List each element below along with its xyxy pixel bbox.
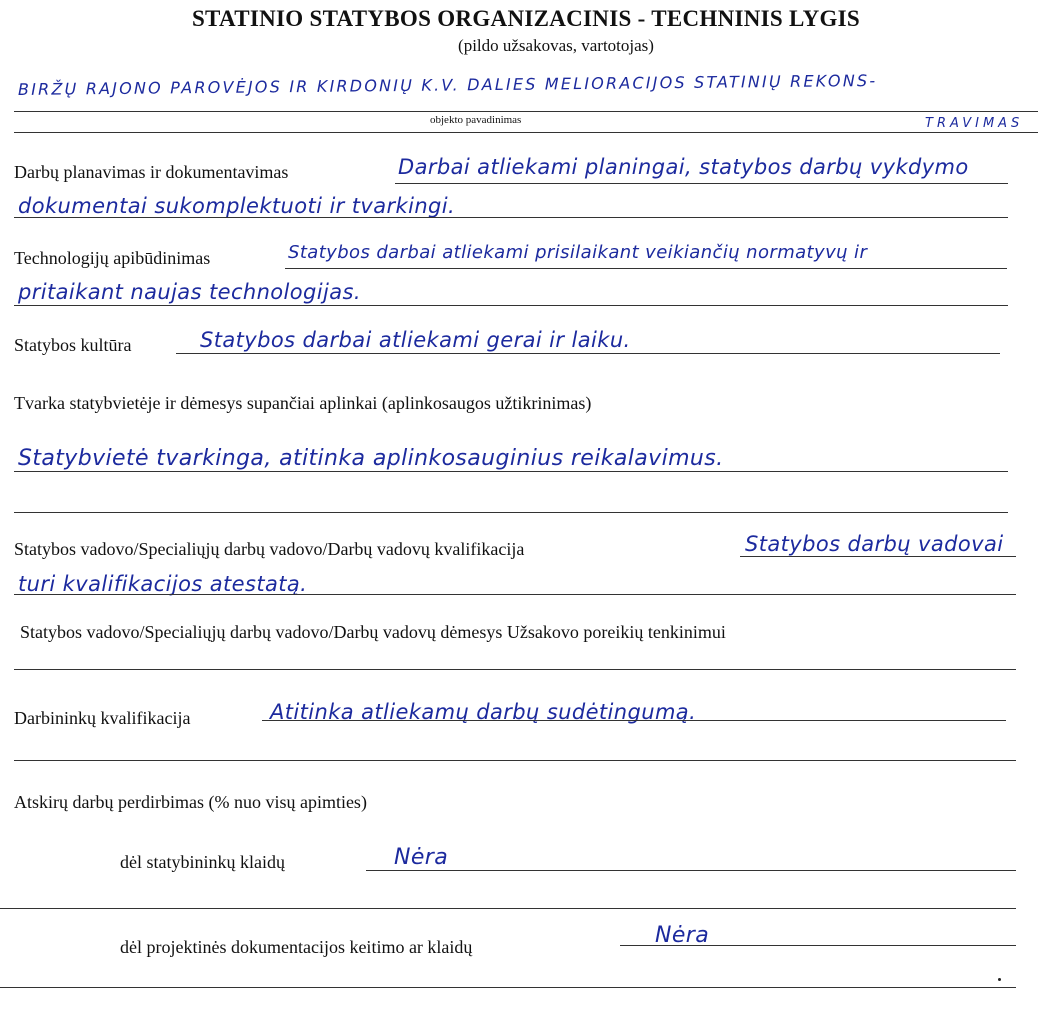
technology-rule-2: [14, 305, 1008, 306]
culture-value: Statybos darbai atliekami gerai ir laiku.: [200, 328, 631, 352]
planning-rule-1: [395, 183, 1008, 184]
rework-builders-value: Nėra: [394, 845, 449, 870]
culture-label: Statybos kultūra: [14, 335, 132, 355]
technology-value-line2: pritaikant naujas technologijas.: [18, 280, 361, 304]
divider-line: [14, 132, 1038, 133]
manager-qualification-label: Statybos vadovo/Specialiųjų darbų vadovo/Darbų vadovų kvalifikacija: [14, 539, 525, 559]
order-rule-2: [14, 512, 1008, 513]
order-value: Statybvietė tvarkinga, atitinka aplinkosauginius reikalavimus.: [18, 446, 724, 471]
worker-qualification-rule-1: [262, 720, 1006, 721]
form-subtitle: (pildo užsakovas, vartotojas): [458, 36, 654, 55]
order-rule-1: [14, 471, 1008, 472]
planning-value-line1: Darbai atliekami planingai, statybos darbų vykdymo: [398, 155, 969, 179]
worker-qualification-value: Atitinka atliekamų darbų sudėtingumą.: [270, 700, 697, 724]
technology-value-line1: Statybos darbai atliekami prisilaikant veikiančių normatyvų ir: [288, 242, 868, 263]
object-name-line2: TRAVIMAS: [925, 116, 1024, 131]
manager-attention-label: Statybos vadovo/Specialiųjų darbų vadovo/Darbų vadovų dėmesys Užsakovo poreikių tenkinimui: [20, 622, 726, 642]
worker-qualification-label: Darbininkų kvalifikacija: [14, 708, 191, 728]
manager-qualification-value-line1: Statybos darbų vadovai: [745, 532, 1004, 556]
manager-qualification-rule-2: [14, 594, 1016, 595]
rework-builders-rule: [366, 870, 1016, 871]
stray-dot: [998, 978, 1001, 981]
form-title: STATINIO STATYBOS ORGANIZACINIS - TECHNINIS LYGIS: [191, 6, 861, 31]
manager-qualification-value-line2: turi kvalifikacijos atestatą.: [18, 572, 308, 596]
planning-value-line2: dokumentai sukomplektuoti ir tvarkingi.: [18, 194, 456, 218]
object-name-rule: [14, 111, 1038, 112]
rework-label: Atskirų darbų perdirbimas (% nuo visų apimties): [14, 792, 367, 812]
culture-rule: [176, 353, 1000, 354]
worker-qualification-rule-2: [14, 760, 1016, 761]
object-name-line1: BIRŽŲ RAJONO PAROVĖJOS IR KIRDONIŲ K.V. DALIES MELIORACIJOS STATINIŲ REKONS-: [17, 71, 878, 99]
manager-attention-rule: [14, 669, 1016, 670]
rework-docs-value: Nėra: [655, 923, 710, 948]
planning-label: Darbų planavimas ir dokumentavimas: [14, 162, 289, 182]
rework-builders-label: dėl statybininkų klaidų: [120, 852, 285, 872]
rework-docs-label: dėl projektinės dokumentacijos keitimo ar klaidų: [120, 937, 473, 957]
order-label: Tvarka statybvietėje ir dėmesys supančiai aplinkai (aplinkosaugos užtikrinimas): [14, 393, 592, 413]
manager-qualification-rule-1: [740, 556, 1016, 557]
rework-divider: [0, 908, 1016, 909]
planning-rule-2: [14, 217, 1008, 218]
bottom-rule: [0, 987, 1016, 988]
technology-label: Technologijų apibūdinimas: [14, 248, 211, 268]
rework-docs-rule: [620, 945, 1016, 946]
technology-rule-1: [285, 268, 1007, 269]
object-name-caption: objekto pavadinimas: [430, 114, 522, 126]
